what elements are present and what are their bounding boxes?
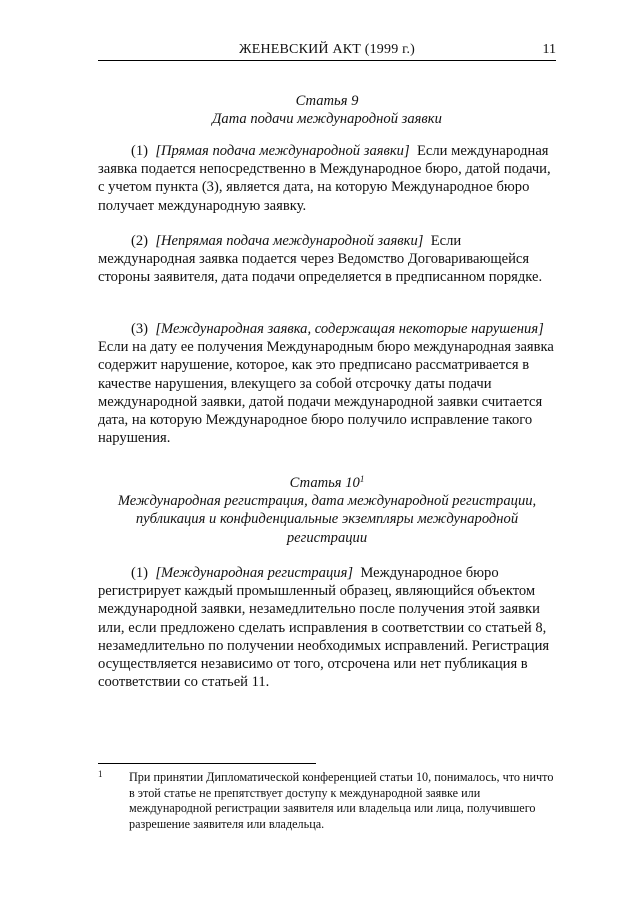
footnote-text: При принятии Дипломатической конференцией статьи 10, понималось, что ничто в этой статье не препятствует доступу к международной заявке или международной регистрации заявителя или владельца или лица, получившего разрешение заявителя или владельца. (129, 770, 554, 831)
paragraph-text: Если международная заявка подается через Ведомство Договаривающейся стороны заявителя, дата подачи определяется в предписанном порядке. (98, 233, 543, 286)
footnote-separator (98, 763, 316, 764)
article-9-paragraph-3 (98, 320, 556, 447)
article-10-heading-block (98, 474, 556, 547)
article-9-paragraph-1 (98, 142, 556, 215)
paragraph-number: (1) (131, 143, 149, 159)
paragraph-title: [Непрямая подача международной заявки] (155, 233, 424, 249)
article-9-paragraph-2 (98, 232, 556, 287)
paragraph-text: Международное бюро регистрирует каждый промышленный образец, являющийся объектом международной заявки, незамедлительно после получения этой заявки или, если предложено сделать исправления в соответствии со статьей 8, незамедлительно по получении необходимых исправлений. Регистрация осуществляется независимо от того, отсрочена или нет публикация в соответствии со статьей 11. (98, 565, 550, 691)
footnote-mark: 1 (98, 769, 103, 779)
paragraph-number: (2) (131, 233, 149, 249)
article-10-paragraph-1 (98, 564, 556, 691)
paragraph-title: [Прямая подача международной заявки] (155, 143, 410, 159)
paragraph-number: (3) (131, 321, 149, 337)
paragraph-number: (1) (131, 565, 149, 581)
header-title: ЖЕНЕВСКИЙ АКТ (1999 г.) (238, 42, 416, 57)
paragraph-text: Если на дату ее получения Международным бюро международная заявка содержит нарушение, которое, как это предписано рассматривается в качестве нарушения, влекущего за собой отсрочку даты подачи международной заявки, датой подачи международной заявки считается дата, на которую Международное бюро получило исправление такого нарушения. (98, 339, 554, 447)
running-header (98, 41, 556, 61)
article-9-heading-block (98, 92, 556, 128)
paragraph-text: Если международная заявка подается непосредственно в Международное бюро, датой подачи, с учетом пункта (3), является дата, на которую Международное бюро получает международную заявку. (98, 143, 551, 214)
article-9-subheading: Дата подачи международной заявки (212, 111, 442, 128)
article-10-subheading: Международная регистрация, дата международной регистрации, публикация и конфиденциальные экземпляры международной регистрации (117, 493, 537, 546)
page-number: 11 (542, 42, 556, 57)
article-10-heading-text: Статья 10 (289, 475, 360, 491)
article-9-heading: Статья 9 (295, 93, 359, 109)
footnote (98, 770, 556, 832)
article-10-heading (98, 474, 556, 492)
paragraph-title: [Международная заявка, содержащая некоторые нарушения] (155, 321, 544, 337)
footnote-reference[interactable]: 1 (359, 474, 365, 484)
paragraph-title: [Международная регистрация] (155, 565, 354, 581)
